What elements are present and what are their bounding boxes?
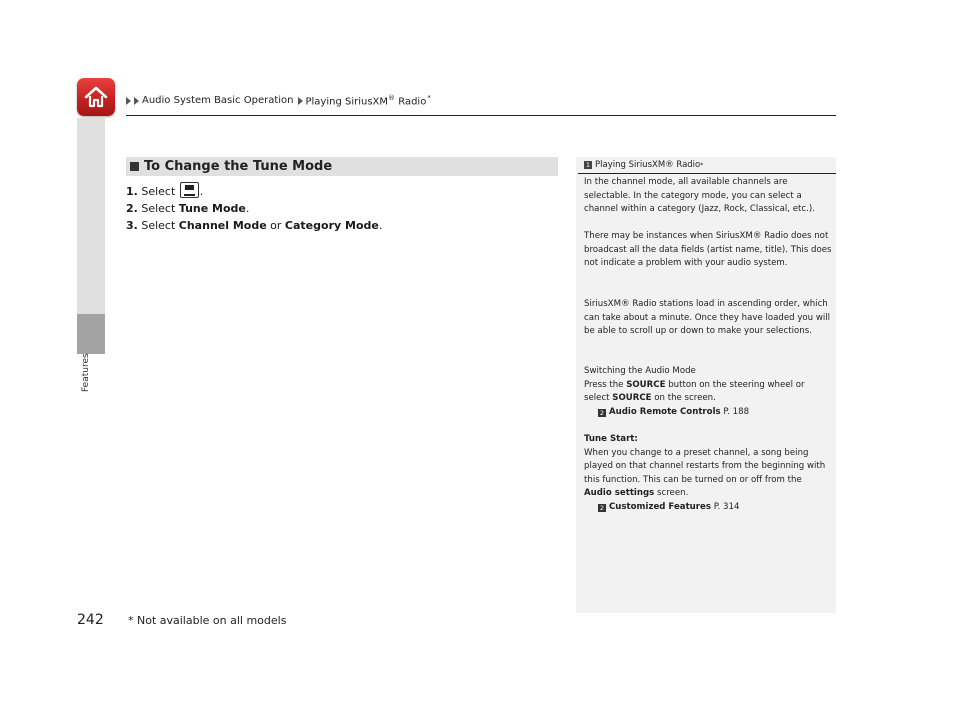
sidebar-bold-source: SOURCE	[612, 393, 652, 403]
sidebar-paragraph: SiriusXM® Radio stations load in ascending order, which can take about a minute. Once they have loaded you will be able to scroll up or down to make your selections.	[584, 299, 831, 336]
breadcrumb	[126, 94, 431, 107]
steps-list	[126, 182, 382, 234]
sidebar-paragraph-switching	[584, 365, 832, 419]
breadcrumb-arrow-icon	[126, 97, 131, 105]
xref-page: P. 188	[720, 406, 750, 417]
sidebar-text: When you change to a preset channel, a song being played on that channel restarts from the beginning with this function. This can be turned on or off from the	[584, 447, 826, 485]
step-number: 1.	[126, 185, 138, 198]
side-tab-inactive	[77, 118, 105, 314]
xref-label: Audio Remote Controls	[609, 406, 721, 417]
breadcrumb-current-label: Playing SiriusXM	[305, 96, 389, 108]
registered-mark: ®	[388, 94, 396, 102]
xref-label: Customized Features	[609, 501, 711, 512]
section-header	[126, 157, 558, 176]
page-number: 242	[77, 612, 104, 628]
step-text-mid: or	[266, 219, 285, 232]
breadcrumb-link-audio-basic[interactable]: Audio System Basic Operation	[142, 95, 294, 107]
sidebar-text: on the screen.	[651, 393, 716, 403]
sidebar-title-asterisk: *	[700, 161, 704, 169]
xref-audio-remote-controls[interactable]	[584, 406, 832, 420]
sidebar-title	[584, 160, 703, 170]
step-item	[126, 182, 382, 200]
sidebar-bold-audio-settings: Audio settings	[584, 488, 655, 498]
step-bold: Tune Mode	[178, 202, 246, 215]
step-bold-channel-mode: Channel Mode	[178, 219, 267, 232]
step-text-end: .	[199, 185, 204, 198]
step-number: 3.	[126, 219, 138, 232]
step-item	[126, 217, 382, 234]
footnote: * Not available on all models	[128, 614, 287, 627]
header-rule	[126, 115, 836, 116]
breadcrumb-asterisk: *	[427, 94, 431, 102]
sidebar-text: screen.	[654, 488, 689, 498]
sidebar-subheading: Switching the Audio Mode	[584, 366, 696, 376]
xref-page: P. 314	[710, 501, 740, 512]
step-text: Select	[141, 185, 179, 198]
xref-customized-features[interactable]	[584, 501, 832, 515]
step-text-end: .	[378, 219, 383, 232]
xref-arrow-icon: 2	[599, 503, 605, 512]
sidebar-text: button on the steering wheel or select	[584, 379, 805, 403]
note-number-icon: 1	[585, 161, 591, 169]
section-title: To Change the Tune Mode	[144, 159, 333, 174]
step-text: Select	[141, 202, 179, 215]
sidebar-notes	[576, 157, 836, 613]
step-bold-category-mode: Category Mode	[284, 219, 379, 232]
breadcrumb-arrow-icon	[298, 97, 303, 105]
step-number: 2.	[126, 202, 138, 215]
breadcrumb-current-suffix: Radio	[395, 96, 427, 108]
step-text: Select	[141, 219, 179, 232]
side-section-label: Features	[81, 353, 91, 392]
breadcrumb-arrow-icon	[134, 97, 139, 105]
home-icon	[82, 83, 110, 111]
step-item	[126, 200, 382, 217]
sidebar-paragraph-tune-start	[584, 433, 832, 514]
side-tab-features[interactable]	[77, 314, 105, 354]
home-button[interactable]	[77, 78, 115, 116]
xref-arrow-icon: 2	[599, 408, 605, 417]
sidebar-subheading: Tune Start:	[584, 434, 638, 444]
sidebar-bold-source: SOURCE	[626, 379, 666, 390]
breadcrumb-link-siriusxm[interactable]	[306, 94, 431, 107]
menu-icon	[180, 182, 199, 198]
sidebar-text: Press the	[584, 379, 627, 390]
section-square-icon	[130, 162, 139, 171]
sidebar-title-text: Playing SiriusXM® Radio	[595, 160, 701, 170]
step-text-end: .	[245, 202, 250, 215]
sidebar-rule	[578, 173, 836, 174]
sidebar-paragraph: In the channel mode, all available channels are selectable. In the category mode, you can select a channel within a category (Jazz, Rock, Classical, etc.).	[584, 177, 815, 214]
sidebar-paragraph: There may be instances when SiriusXM® Radio does not broadcast all the data fields (artist name, title). This does not indicate a problem with your audio system.	[584, 231, 832, 268]
